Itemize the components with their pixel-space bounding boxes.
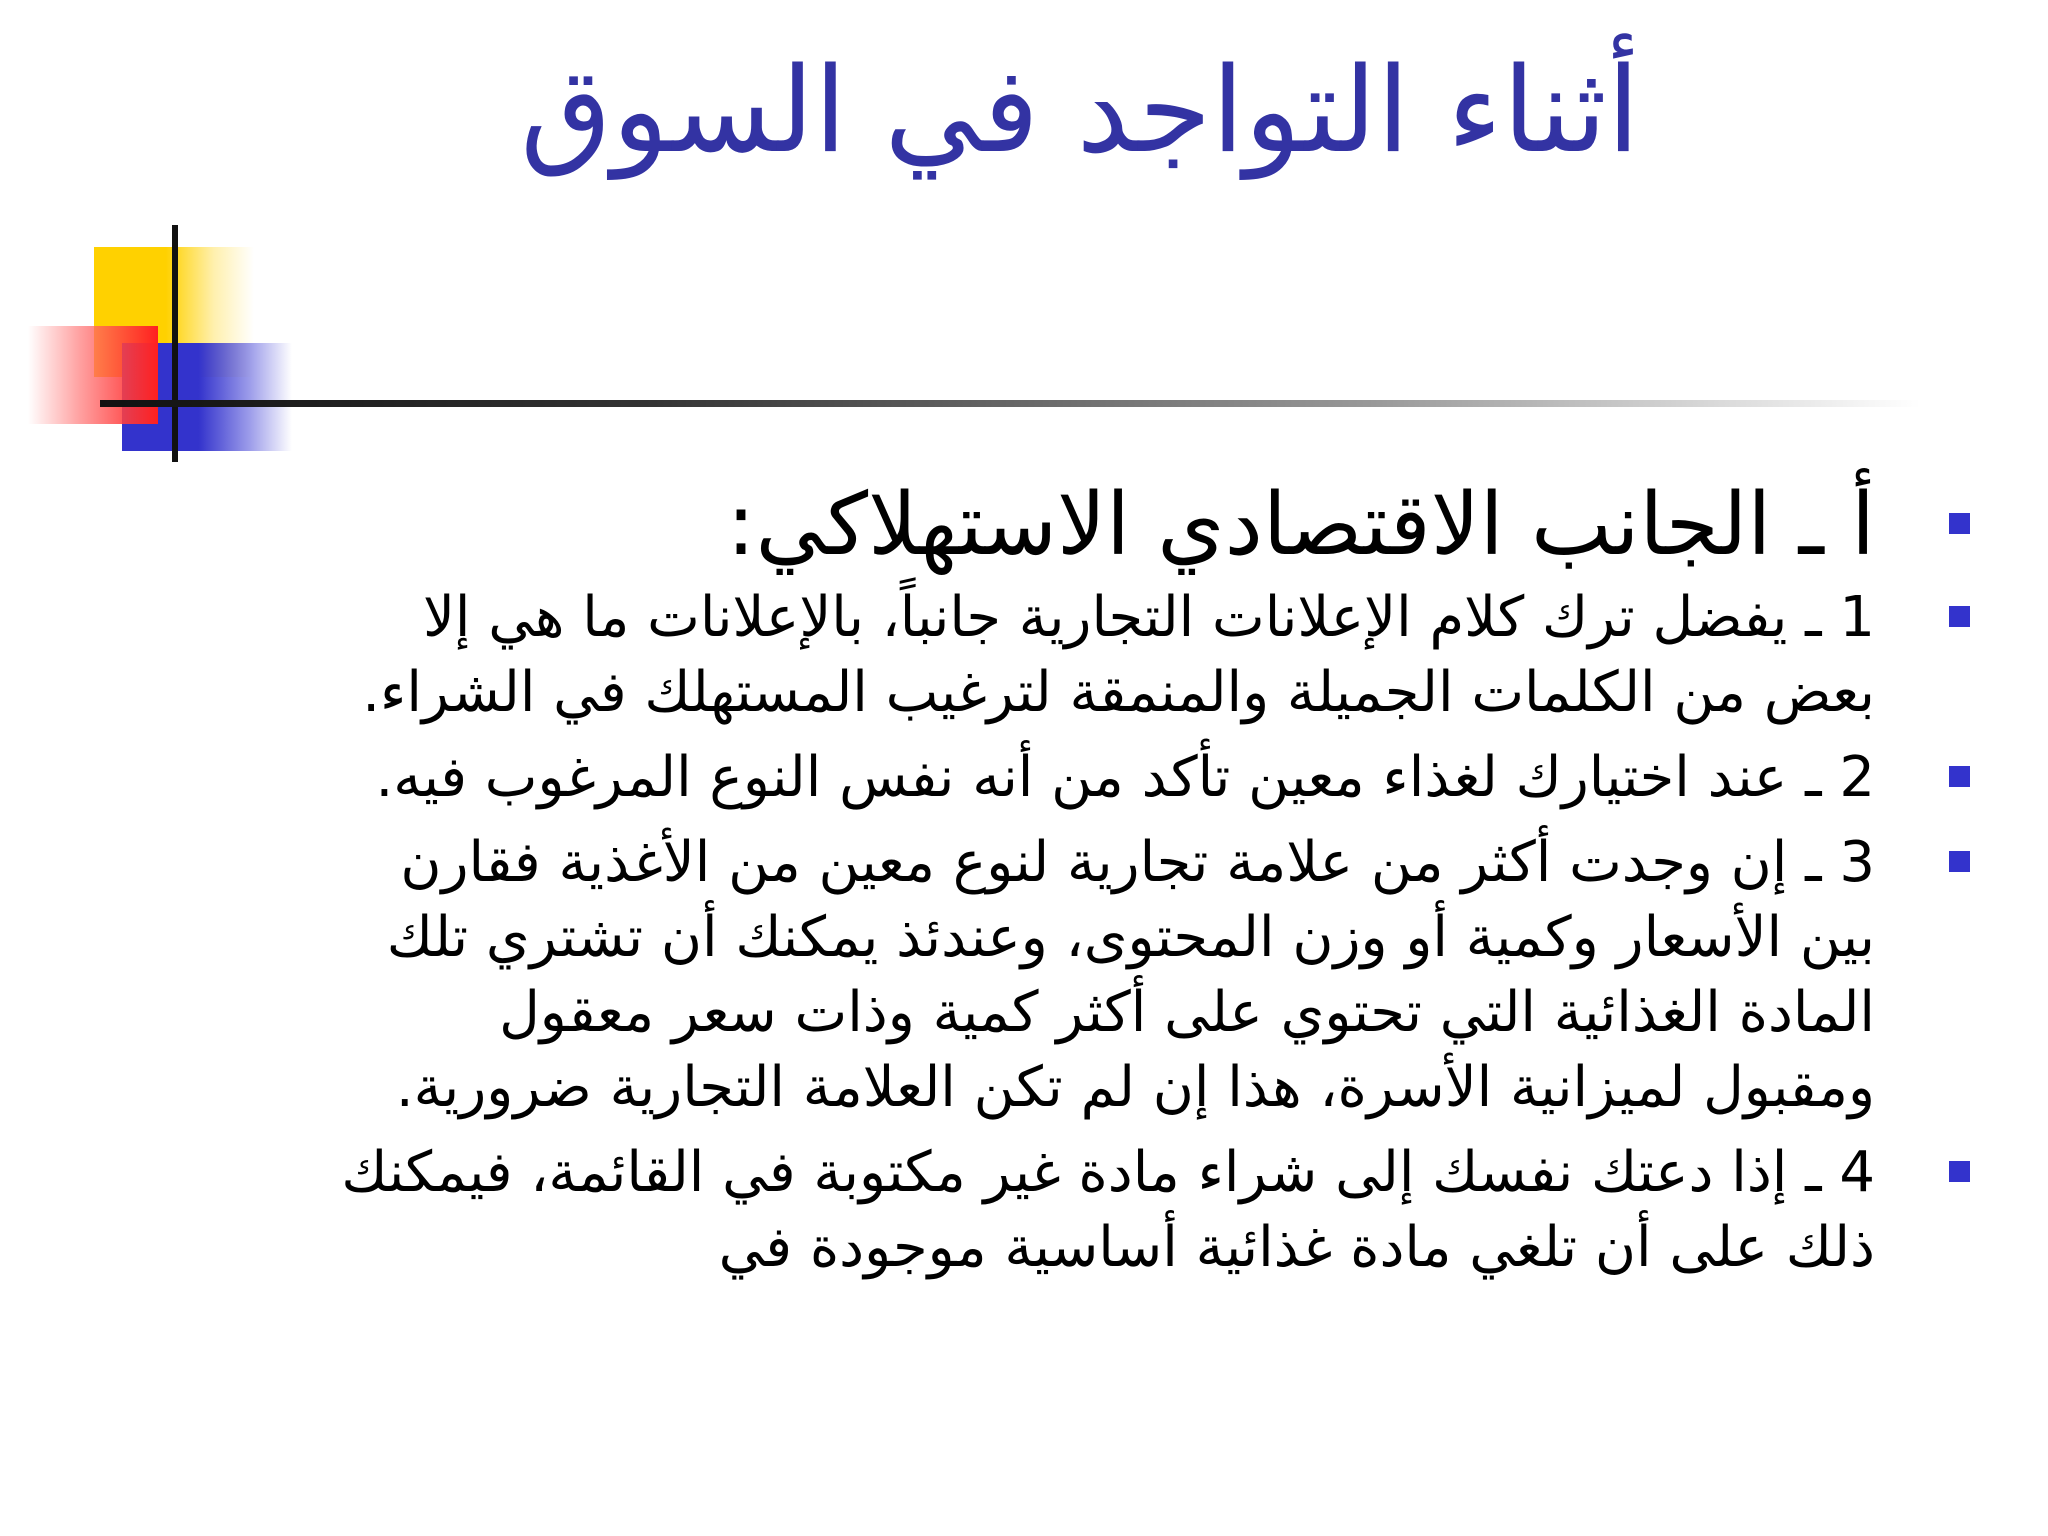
square-bullet-icon — [1949, 606, 1970, 627]
slide-content — [330, 470, 1980, 1295]
bullet-text: 4 ـ إذا دعتك نفسك إلى شراء مادة غير مكتوبة في القائمة، فيمكنك ذلك على أن تلغي مادة غذائية أساسية موجودة في — [341, 1140, 1875, 1280]
decor-vertical-line — [172, 225, 178, 462]
bullet-item — [330, 580, 1980, 730]
bullet-item — [330, 825, 1980, 1125]
bullet-text: 3 ـ إن وجدت أكثر من علامة تجارية لنوع معين من الأغذية فقارن بين الأسعار وكمية أو وزن المحتوى، وعندئذ يمكنك أن تشتري تلك المادة الغذائية التي تحتوي على أكثر كمية وذات سعر معقول ومقبول لميزانية الأسرة، هذا إن لم تكن العلامة التجارية ضرورية. — [386, 830, 1875, 1120]
slide-title: أثناء التواجد في السوق — [520, 41, 1640, 179]
bullet-text: أ ـ الجانب الاقتصادي الاستهلاكي: — [726, 475, 1875, 575]
decor-horizontal-line — [100, 400, 1920, 407]
bullet-list — [330, 470, 1980, 1285]
decor-red-square — [28, 326, 158, 424]
bullet-item-heading — [330, 470, 1980, 580]
bullet-item — [330, 740, 1980, 815]
square-bullet-icon — [1949, 851, 1970, 872]
square-bullet-icon — [1949, 1161, 1970, 1182]
square-bullet-icon — [1949, 766, 1970, 787]
bullet-text: 1 ـ يفضل ترك كلام الإعلانات التجارية جانباً، بالإعلانات ما هي إلا بعض من الكلمات الجميلة والمنمقة لترغيب المستهلك في الشراء. — [362, 585, 1875, 725]
square-bullet-icon — [1949, 513, 1970, 534]
bullet-text: 2 ـ عند اختيارك لغذاء معين تأكد من أنه نفس النوع المرغوب فيه. — [375, 745, 1875, 810]
bullet-item — [330, 1135, 1980, 1285]
